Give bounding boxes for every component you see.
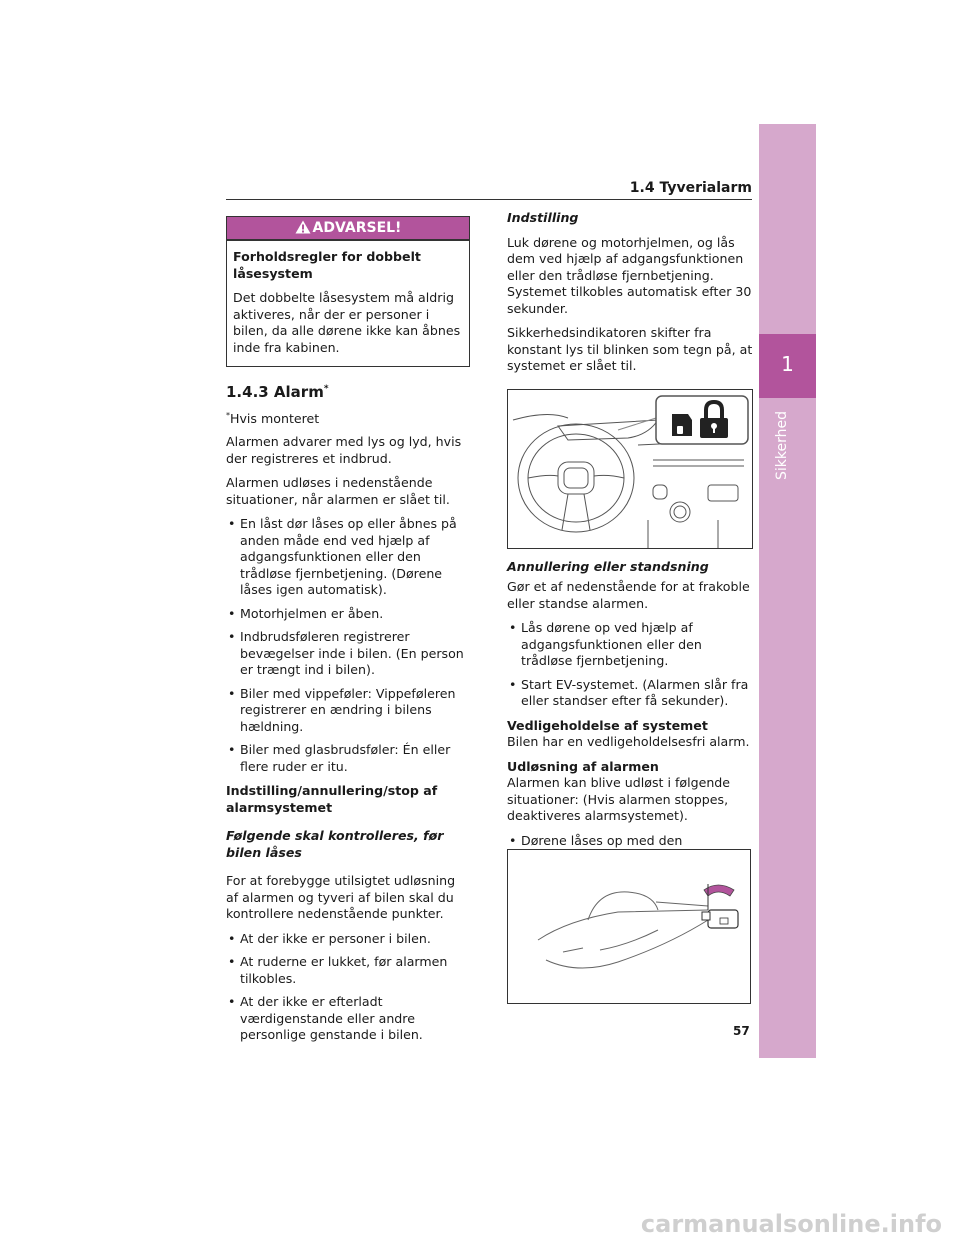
list-item: • Lås dørene op ved hjælp af adgangsfunktionen eller den trådløse fjernbetjening. (507, 620, 753, 670)
door-handle-illustration (507, 849, 751, 1004)
subheading-annullering: Annullering eller standsning (507, 558, 709, 574)
footnote (226, 411, 470, 426)
indstilling-paragraph: Luk dørene og motorhjelmen, og lås dem ved hjælp af adgangsfunktionen eller den trådløse fjernbetjening. Systemet tilkobles automatisk efter 30 sekunder. (507, 234, 752, 316)
trigger-list (226, 516, 470, 775)
subheading-vedligehold: Vedligeholdelse af systemet (507, 717, 708, 733)
right-column (507, 210, 753, 874)
intro-paragraph: Alarmen advarer med lys og lyd, hvis der registreres et indbrud. (226, 434, 462, 466)
page-header-title: 1.4 Tyverialarm (629, 180, 752, 196)
chapter-side-tab (759, 124, 816, 1058)
vedligehold-paragraph: Bilen har en vedligeholdelsesfri alarm. (507, 734, 750, 749)
section-title-mark: * (323, 384, 329, 394)
header-rule (226, 199, 752, 200)
list-item: • Indbrudsføleren registrerer bevægelser inde i bilen. (En person er trængt ind i bilen). (226, 629, 470, 679)
list-item: • Start EV-systemet. (Alarmen slår fra eller standser efter få sekunder). (507, 677, 753, 710)
annullering-list (507, 620, 753, 710)
subheading-check: Følgende skal kontrolleres, før bilen låses (226, 828, 444, 860)
chapter-label-text: Sikkerhed (774, 411, 790, 480)
left-column (226, 216, 470, 1052)
warning-subtitle: Forholdsregler for dobbelt låsesystem (233, 249, 421, 281)
section-title-text: 1.4.3 Alarm (226, 383, 324, 401)
check-paragraph: For at forebygge utilsigtet udløsning af alarmen og tyveri af bilen skal du kontrollere nedenstående punkter. (226, 873, 456, 922)
footnote-text: Hvis monteret (230, 411, 320, 427)
section-title (226, 383, 470, 401)
door-handle-drawing (508, 850, 750, 1003)
subheading-indstilling: Indstilling (507, 210, 579, 225)
list-item: • At der ikke er personer i bilen. (226, 931, 470, 948)
udlosning-paragraph: Alarmen kan blive udløst i følgende situationer: (Hvis alarmen stoppes, deaktiveres alarmsystemet). (507, 775, 731, 823)
warning-box (226, 216, 470, 367)
dashboard-drawing (508, 390, 752, 548)
chapter-label (772, 408, 802, 488)
warning-triangle-icon (295, 220, 311, 234)
annullering-paragraph: Gør et af nedenstående for at frakoble eller standse alarmen. (507, 579, 750, 611)
list-item: • Biler med glasbrudsføler: Én eller flere ruder er itu. (226, 742, 470, 775)
list-item: • At ruderne er lukket, før alarmen tilkobles. (226, 954, 470, 987)
check-list (226, 931, 470, 1044)
list-item: • Biler med vippeføler: Vippeføleren registrerer en ændring i bilens hældning. (226, 686, 470, 736)
warning-text: Det dobbelte låsesystem må aldrig aktiveres, når der er personer i bilen, da alle dørene ikke kan åbnes inde fra kabinen. (233, 290, 461, 355)
list-item: • En låst dør låses op eller åbnes på anden måde end ved hjælp af adgangsfunktionen eller den trådløse fjernbetjening. (Dørene låses igen automatisk). (226, 516, 470, 599)
warning-title: ADVARSEL! (312, 220, 402, 236)
warning-header (227, 217, 469, 241)
dashboard-illustration (507, 389, 753, 549)
list-item: • At der ikke er efterladt værdigenstande eller andre personlige genstande i bilen. (226, 994, 470, 1044)
chapter-number: 1 (781, 352, 794, 376)
list-item: • Motorhjelmen er åben. (226, 606, 470, 623)
subheading-setting: Indstilling/annullering/stop af alarmsystemet (226, 783, 438, 815)
indicator-paragraph: Sikkerhedsindikatoren skifter fra konstant lys til blinken som tegn på, at systemet er slået til. (507, 325, 753, 373)
subheading-udlosning: Udløsning af alarmen (507, 758, 659, 774)
trigger-intro-paragraph: Alarmen udløses i nedenstående situationer, når alarmen er slået til. (226, 475, 450, 507)
page-number: 57 (733, 1024, 750, 1038)
footnote-mark: * (226, 411, 230, 420)
watermark: carmanualsonline.info (640, 1210, 942, 1238)
list-item: • Dørene låses op med den (507, 833, 753, 866)
